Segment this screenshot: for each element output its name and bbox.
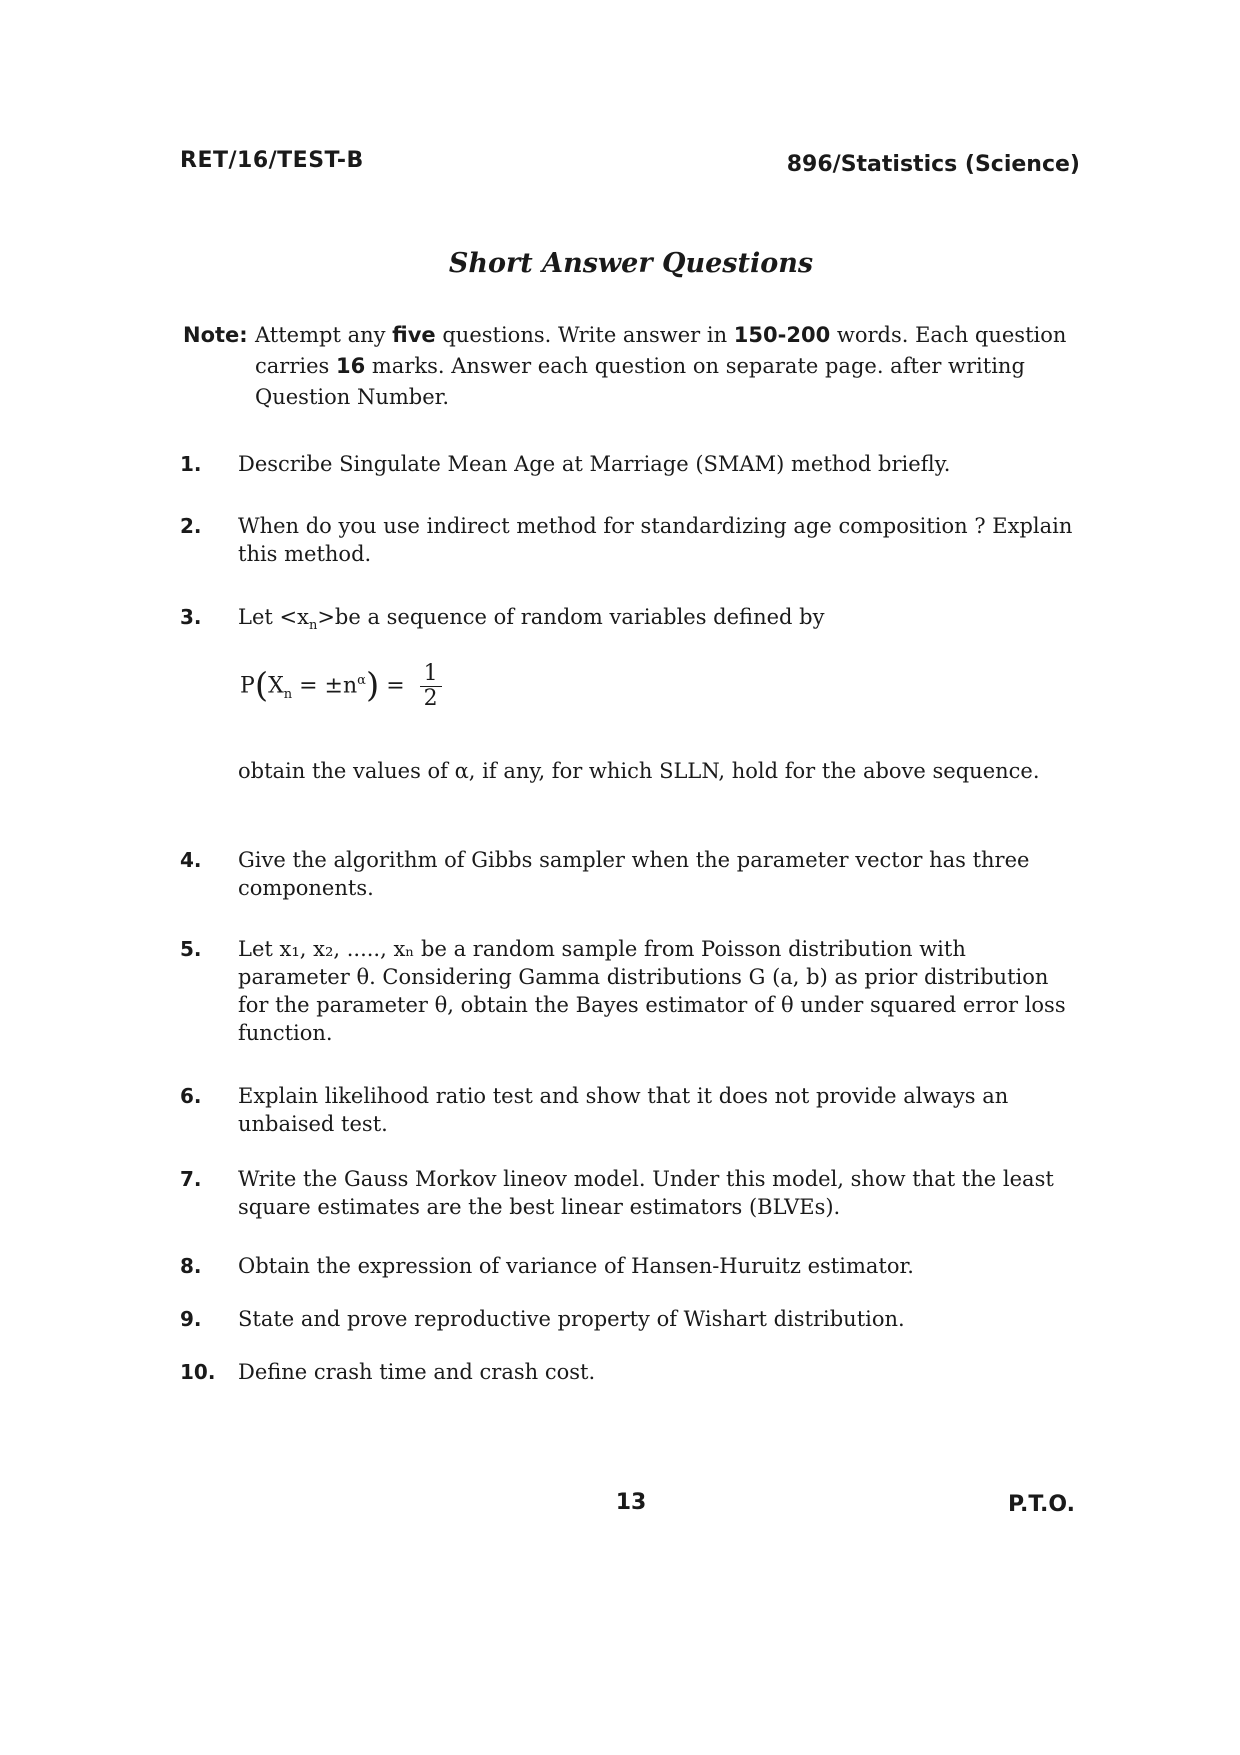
probability-formula: $P(X_n = \pm n^\alpha)$ = $\frac{1}{2}$ (240, 662, 442, 722)
formula-var: X (268, 673, 284, 699)
note-text: questions. Write answer in (442, 323, 728, 347)
question-8 (180, 1252, 1080, 1280)
question-number: 2. (180, 514, 202, 538)
question-text-part: >be a sequence of random variables defined by (317, 605, 825, 629)
formula-equals: = (386, 673, 405, 699)
question-number: 8. (180, 1254, 202, 1278)
question-number: 1. (180, 452, 202, 476)
note-emphasis: five (392, 323, 436, 347)
question-3 (180, 603, 1080, 640)
question-text (238, 603, 1080, 640)
formula-eq: = ±n (299, 673, 358, 699)
question-6 (180, 1082, 1080, 1138)
note-emphasis: 16 (335, 354, 366, 378)
question-number: 5. (180, 937, 202, 961)
question-text: Give the algorithm of Gibbs sampler when the parameter vector has three components. (238, 848, 1030, 900)
fraction (420, 662, 442, 711)
please-turn-over: P.T.O. (1007, 1492, 1075, 1517)
question-text: Define crash time and crash cost. (238, 1360, 596, 1384)
note-emphasis: 150-200 (733, 323, 831, 347)
question-1 (180, 450, 1080, 478)
question-text: State and prove reproductive property of Wishart distribution. (238, 1307, 905, 1331)
question-4 (180, 846, 1080, 902)
question-text: When do you use indirect method for standardizing age composition ? Explain this method. (238, 514, 1073, 566)
note-text: words. Each question carries (255, 323, 1067, 378)
formula-subscript: n (283, 686, 293, 702)
question-text: obtain the values of α, if any, for which SLLN, hold for the above sequence. (238, 759, 1040, 783)
formula-p: P (240, 673, 255, 699)
formula-exponent: α (357, 673, 366, 689)
fraction-denominator: 2 (423, 686, 438, 711)
question-3-continuation (180, 757, 1080, 785)
note-text: marks. Answer each question on separate page. after writing Question Number. (255, 354, 1025, 409)
question-number: 3. (180, 605, 202, 629)
question-text: Describe Singulate Mean Age at Marriage (SMAM) method briefly. (238, 452, 951, 476)
question-7 (180, 1165, 1080, 1221)
exam-code: RET/16/TEST-B (180, 148, 364, 173)
page-number: 13 (615, 1490, 647, 1515)
note-text: Attempt any (255, 323, 386, 347)
question-number: 9. (180, 1307, 202, 1331)
question-10 (180, 1358, 1080, 1386)
question-number: 7. (180, 1167, 202, 1191)
section-title: Short Answer Questions (448, 248, 814, 279)
note-body (183, 320, 1083, 413)
question-2 (180, 512, 1080, 568)
question-9 (180, 1305, 1080, 1333)
question-text: Obtain the expression of variance of Hansen-Huruitz estimator. (238, 1254, 914, 1278)
subscript: n (308, 618, 318, 634)
question-5 (180, 935, 1080, 1047)
fraction-numerator: 1 (420, 662, 442, 687)
note-label: Note: (183, 323, 248, 347)
question-number: 4. (180, 848, 202, 872)
question-number: 6. (180, 1084, 202, 1108)
instructions-note (183, 320, 1083, 413)
question-text: Let x₁, x₂, ....., xₙ be a random sample from Poisson distribution with parameter θ. Considering Gamma distributions G (a, b) as prior distribution for the parameter θ, obtain the Bayes estimator of θ under squared error loss function. (238, 937, 1066, 1045)
question-text: Write the Gauss Morkov lineov model. Under this model, show that the least square estimates are the best linear estimators (BLVEs). (238, 1167, 1054, 1219)
question-number: 10. (180, 1360, 216, 1384)
subject-code: 896/Statistics (Science) (786, 152, 1080, 177)
question-text: Explain likelihood ratio test and show that it does not provide always an unbaised test. (238, 1084, 1009, 1136)
question-text-part: Let <x (238, 605, 309, 629)
